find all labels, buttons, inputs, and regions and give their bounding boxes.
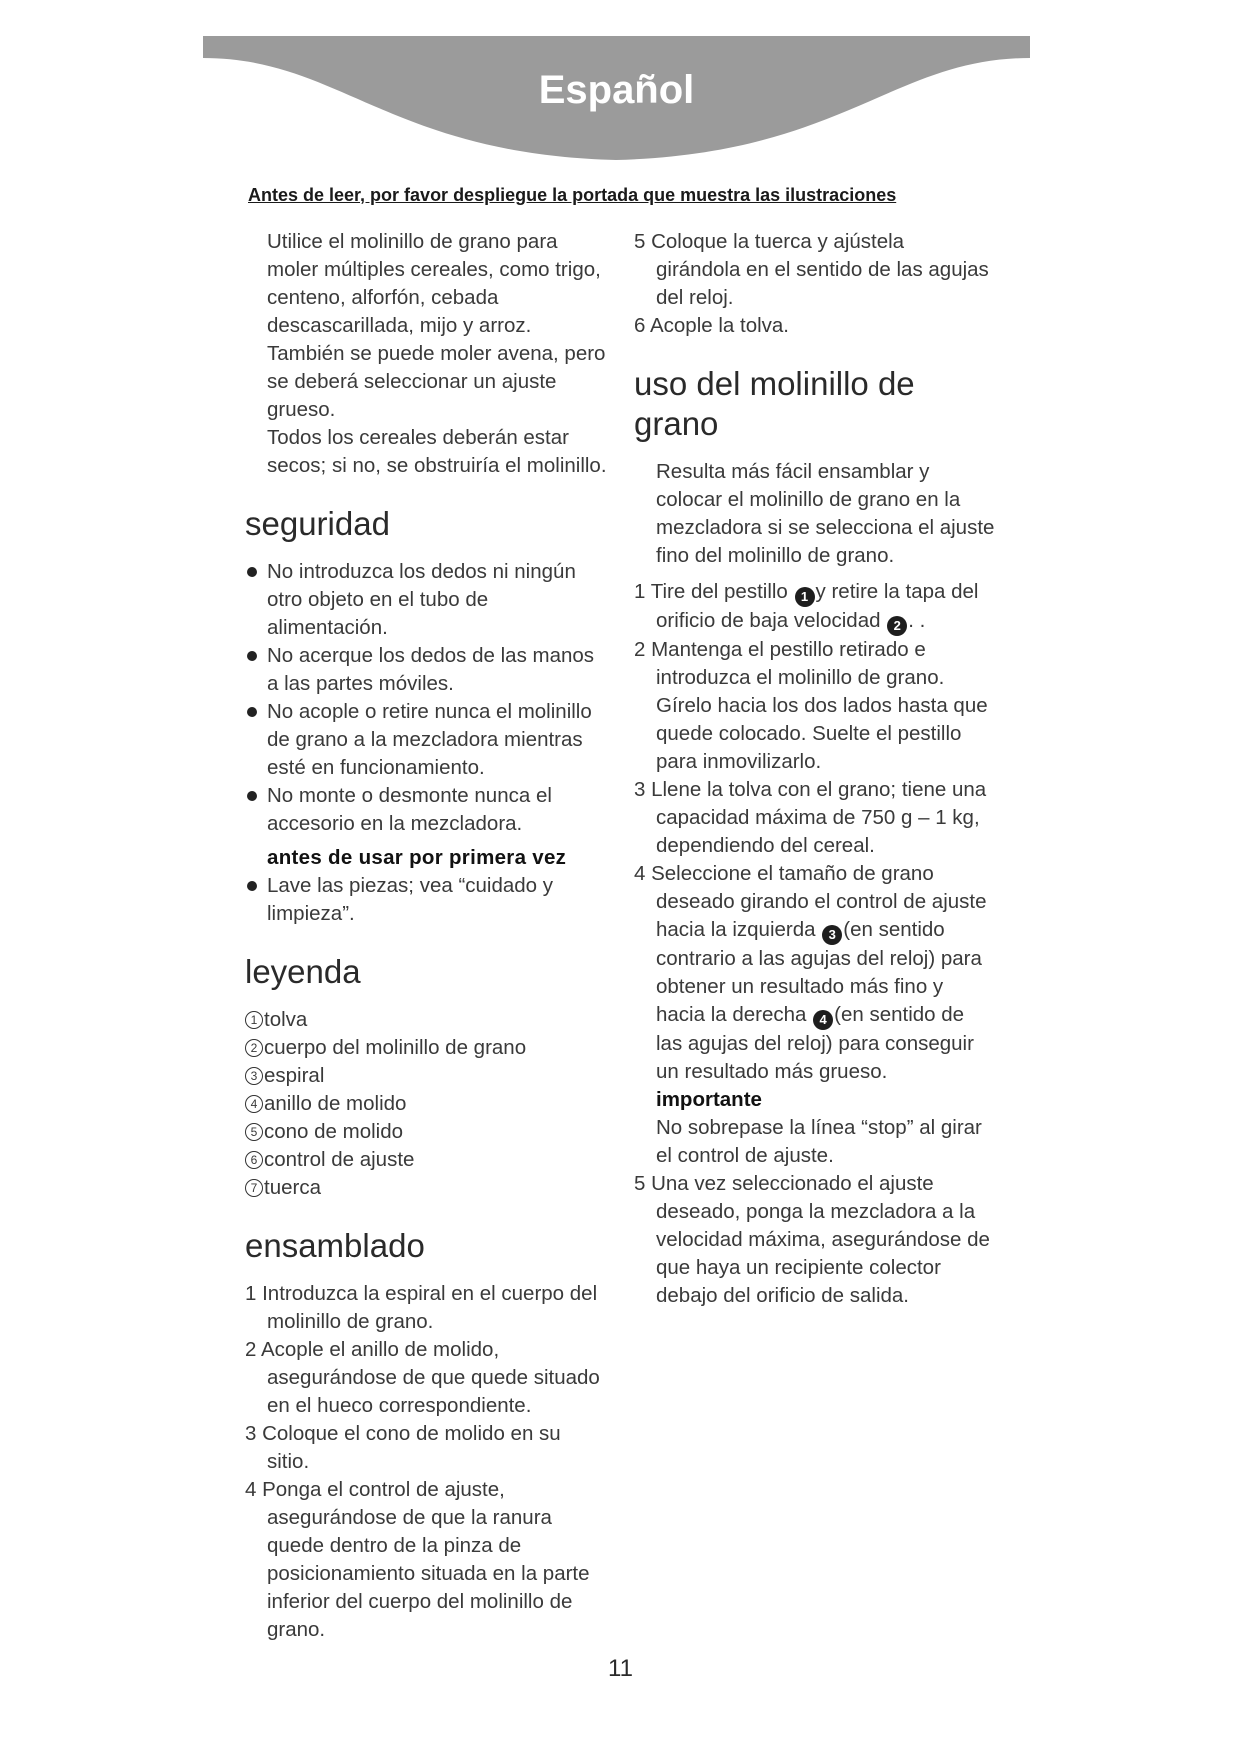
safety-list (245, 558, 620, 838)
text-line: fino del molinillo de grano. (656, 544, 895, 567)
text-line: para inmovilizarlo. (656, 750, 822, 773)
number-badge-icon: 3 (822, 925, 842, 945)
legend-list (245, 1006, 620, 1202)
text-line: 5 Coloque la tuerca y ajústela (634, 230, 905, 253)
legend-heading: leyenda (245, 953, 361, 990)
text-line: debajo del orificio de salida. (656, 1284, 909, 1307)
text-line: deseado, ponga la mezcladora a la (656, 1200, 976, 1223)
text-line: deseado girando el control de ajuste (656, 890, 987, 913)
text-line (634, 916, 1014, 945)
first-use-subheading: antes de usar por primera vez (267, 846, 567, 869)
bullet-icon (247, 881, 257, 891)
text-line: girándola en el sentido de las agujas (656, 258, 989, 281)
text-line: grano. (267, 1618, 326, 1641)
text-run: (en sentido (843, 918, 945, 941)
text-run: (en sentido de (834, 1003, 965, 1026)
number-circle-icon: 4 (245, 1095, 263, 1113)
legend-text: control de ajuste (264, 1148, 415, 1171)
step-item (245, 1420, 620, 1476)
number-circle-icon: 2 (245, 1039, 263, 1057)
text-line: introduzca el molinillo de grano. (656, 666, 945, 689)
legend-item (245, 1034, 620, 1062)
text-line: descascarillada, mijo y arroz. (267, 314, 532, 337)
step-item (634, 228, 1014, 312)
text-line: 5 Una vez seleccionado el ajuste (634, 1172, 934, 1195)
text-line: Resulta más fácil ensamblar y (656, 460, 930, 483)
intro-paragraph (245, 228, 620, 480)
usage-heading (634, 364, 1014, 444)
number-circle-icon: 3 (245, 1067, 263, 1085)
text-line: Lave las piezas; vea “cuidado y (267, 874, 554, 897)
number-badge-icon: 1 (795, 587, 815, 607)
text-line: asegurándose de que la ranura (267, 1506, 552, 1529)
text-run: hacia la derecha (656, 1003, 813, 1026)
text-line: alimentación. (267, 616, 388, 639)
text-line: sitio. (267, 1450, 310, 1473)
heading-line: uso del molinillo de (634, 365, 915, 402)
left-column (245, 228, 620, 1644)
heading-line: grano (634, 405, 719, 442)
text-line (634, 578, 1014, 607)
bullet-item (245, 872, 620, 928)
legend-text: cuerpo del molinillo de grano (264, 1036, 527, 1059)
assembly-steps (245, 1280, 620, 1644)
important-label: importante (656, 1088, 762, 1111)
usage-intro (634, 458, 1014, 570)
step-item (634, 860, 1014, 1086)
text-line: secos; si no, se obstruiría el molinillo. (267, 454, 607, 477)
legend-text: cono de molido (264, 1120, 404, 1143)
bullet-icon (247, 567, 257, 577)
text-line: asegurándose de que quede situado (267, 1366, 600, 1389)
text-line: No acople o retire nunca el molinillo (267, 700, 592, 723)
text-line: grueso. (267, 398, 336, 421)
language-title: Español (538, 68, 695, 112)
text-line: 2 Acople el anillo de molido, (245, 1338, 500, 1361)
step-item (245, 1280, 620, 1336)
text-line: centeno, alforfón, cebada (267, 286, 499, 309)
number-circle-icon: 7 (245, 1179, 263, 1197)
bullet-icon (247, 791, 257, 801)
text-line: 3 Llene la tolva con el grano; tiene una (634, 778, 987, 801)
text-line: del reloj. (656, 286, 734, 309)
number-circle-icon: 1 (245, 1011, 263, 1029)
number-circle-icon: 6 (245, 1151, 263, 1169)
safety-heading: seguridad (245, 505, 390, 542)
bullet-item (245, 558, 620, 642)
text-line: limpieza”. (267, 902, 355, 925)
text-line: contrario a las agujas del reloj) para (656, 947, 982, 970)
text-run: . . (908, 609, 926, 632)
bullet-item (245, 698, 620, 782)
text-line: se deberá seleccionar un ajuste (267, 370, 557, 393)
text-line: quede colocado. Suelte el pestillo (656, 722, 962, 745)
bullet-icon (247, 651, 257, 661)
text-line: las agujas del reloj) para conseguir (656, 1032, 974, 1055)
text-line: No monte o desmonte nunca el (267, 784, 552, 807)
text-line: No introduzca los dedos ni ningún (267, 560, 576, 583)
text-line (634, 1001, 1014, 1030)
number-circle-icon: 5 (245, 1123, 263, 1141)
text-line: de grano a la mezcladora mientras (267, 728, 583, 751)
fold-out-note: Antes de leer, por favor despliegue la portada que muestra las ilustraciones (248, 185, 897, 205)
bullet-item (245, 782, 620, 838)
text-line: Utilice el molinillo de grano para (267, 230, 558, 253)
legend-item (245, 1090, 620, 1118)
legend-item (245, 1146, 620, 1174)
text-line: Gírelo hacia los dos lados hasta que (656, 694, 988, 717)
text-line: obtener un resultado más fino y (656, 975, 944, 998)
legend-text: tuerca (264, 1176, 321, 1199)
step-item (245, 1476, 620, 1644)
text-line: que haya un recipiente colector (656, 1256, 941, 1279)
text-line: dependiendo del cereal. (656, 834, 875, 857)
legend-item (245, 1174, 620, 1202)
text-line: Todos los cereales deberán estar (267, 426, 569, 449)
text-line: 4 Seleccione el tamaño de grano (634, 862, 934, 885)
text-line: a las partes móviles. (267, 672, 454, 695)
page-number: 11 (608, 1655, 633, 1682)
text-run: 1 Tire del pestillo (634, 580, 794, 603)
legend-text: espiral (264, 1064, 325, 1087)
text-line: molinillo de grano. (267, 1310, 434, 1333)
text-line: 1 Introduzca la espiral en el cuerpo del (245, 1282, 598, 1305)
text-line: posicionamiento situada en la parte (267, 1562, 590, 1585)
step-item (634, 312, 1014, 340)
bullet-item (245, 642, 620, 698)
text-line: No acerque los dedos de las manos (267, 644, 595, 667)
text-run: hacia la izquierda (656, 918, 822, 941)
legend-text: anillo de molido (264, 1092, 407, 1115)
text-line: inferior del cuerpo del molinillo de (267, 1590, 573, 1613)
text-line: colocar el molinillo de grano en la (656, 488, 961, 511)
text-line: el control de ajuste. (656, 1144, 834, 1167)
text-line: 6 Acople la tolva. (634, 314, 789, 337)
text-line: esté en funcionamiento. (267, 756, 485, 779)
text-line: mezcladora si se selecciona el ajuste (656, 516, 995, 539)
step-item (634, 776, 1014, 860)
text-line: un resultado más grueso. (656, 1060, 888, 1083)
text-line: 2 Mantenga el pestillo retirado e (634, 638, 926, 661)
legend-item (245, 1006, 620, 1034)
step-item (245, 1336, 620, 1420)
text-run: y retire la tapa del (815, 580, 979, 603)
text-line: velocidad máxima, asegurándose de (656, 1228, 990, 1251)
text-line: 4 Ponga el control de ajuste, (245, 1478, 505, 1501)
right-column (634, 228, 1014, 1310)
text-line: accesorio en la mezcladora. (267, 812, 523, 835)
step-item (634, 1170, 1014, 1310)
text-line: 3 Coloque el cono de molido en su (245, 1422, 561, 1445)
number-badge-icon: 4 (813, 1010, 833, 1030)
text-line: moler múltiples cereales, como trigo, (267, 258, 601, 281)
text-run: orificio de baja velocidad (656, 609, 887, 632)
text-line (634, 607, 1014, 636)
text-line: en el hueco correspondiente. (267, 1394, 532, 1417)
text-line: quede dentro de la pinza de (267, 1534, 522, 1557)
legend-text: tolva (264, 1008, 308, 1031)
text-line: También se puede moler avena, pero (267, 342, 606, 365)
text-line: No sobrepase la línea “stop” al girar (656, 1116, 982, 1139)
text-line: otro objeto en el tubo de (267, 588, 489, 611)
assembly-heading: ensamblado (245, 1227, 425, 1264)
step-item (634, 636, 1014, 776)
legend-item (245, 1062, 620, 1090)
step-item (634, 578, 1014, 636)
text-line: capacidad máxima de 750 g – 1 kg, (656, 806, 980, 829)
number-badge-icon: 2 (887, 616, 907, 636)
bullet-icon (247, 707, 257, 717)
legend-item (245, 1118, 620, 1146)
